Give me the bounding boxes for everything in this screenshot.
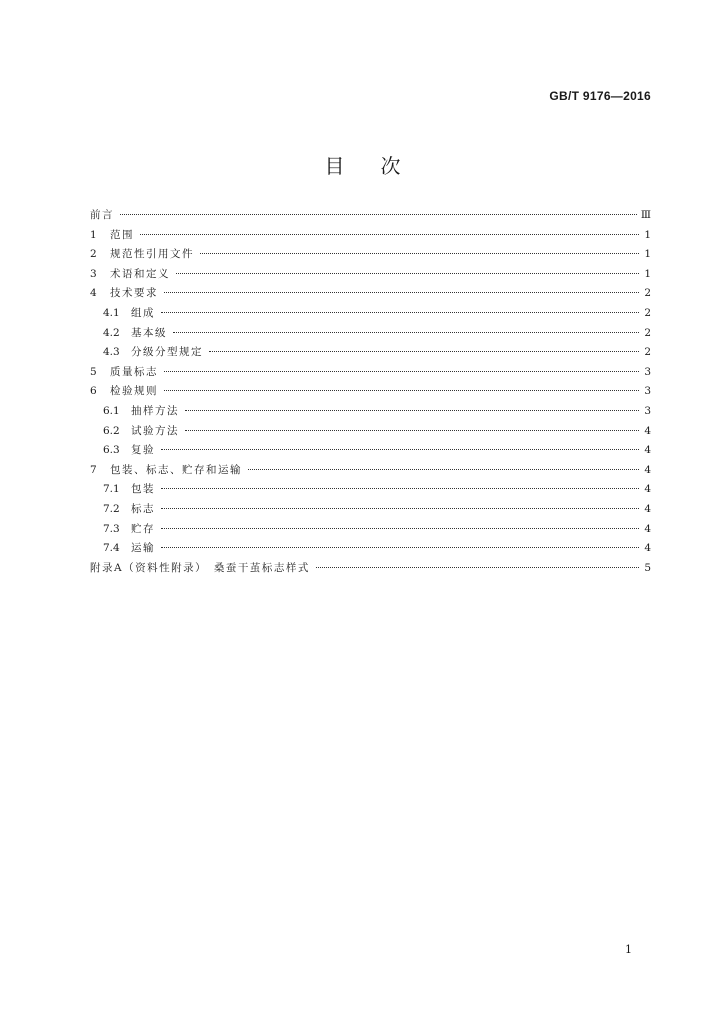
dot-leader (161, 528, 639, 529)
standard-code: GB/T 9176—2016 (549, 89, 651, 103)
toc-entry-number: 1 (90, 228, 97, 241)
toc-entry-6-1[interactable] (90, 403, 651, 423)
dot-leader (248, 469, 639, 470)
toc-entry-label: 贮存 (131, 522, 155, 535)
toc-entry-7-3[interactable] (90, 521, 651, 541)
toc-entry-label: 抽样方法 (131, 404, 179, 417)
toc-entry-4-1[interactable] (90, 305, 651, 325)
dot-leader (164, 390, 639, 391)
toc-entry-page: 2 (644, 287, 651, 300)
toc-entry-number: 3 (90, 267, 97, 280)
toc-entry-page: 3 (644, 365, 651, 378)
dot-leader (161, 488, 639, 489)
toc-entry-page: 1 (644, 267, 651, 280)
toc-entry-label: 包装 (131, 483, 155, 496)
toc-entry-label: 基本级 (131, 326, 167, 339)
toc-entry-number: 6.1 (103, 404, 120, 417)
toc-entry-number: 4.3 (103, 346, 120, 359)
toc-entry-number: 6.2 (103, 424, 120, 437)
toc-entry-page: 4 (644, 502, 651, 515)
toc-entry-page: 2 (644, 306, 651, 319)
table-of-contents (90, 207, 651, 579)
page-title: 目次 (324, 154, 437, 178)
dot-leader (120, 214, 637, 215)
dot-leader (164, 371, 639, 372)
toc-entry-number: 4 (90, 287, 97, 300)
toc-entry-label: 运输 (131, 542, 155, 555)
toc-entry-2[interactable] (90, 246, 651, 266)
dot-leader (185, 410, 639, 411)
dot-leader (161, 449, 639, 450)
toc-entry-number: 7.2 (103, 502, 120, 515)
toc-entry-7-1[interactable] (90, 481, 651, 501)
toc-entry-page: 1 (644, 248, 651, 261)
dot-leader (161, 508, 639, 509)
toc-entry-6[interactable] (90, 383, 651, 403)
toc-entry-7-2[interactable] (90, 501, 651, 521)
toc-entry-4[interactable] (90, 285, 651, 305)
toc-entry-page: 4 (644, 463, 651, 476)
toc-entry-page: 4 (644, 483, 651, 496)
toc-entry-label: 包装、标志、贮存和运输 (110, 463, 242, 476)
toc-entry-label: 试验方法 (131, 424, 179, 437)
toc-entry-number: 4.2 (103, 326, 120, 339)
toc-entry-page: 4 (644, 542, 651, 555)
toc-entry-label: 前言 (90, 209, 114, 221)
toc-entry-number: 4.1 (103, 306, 120, 319)
toc-entry-number: 7.1 (103, 483, 120, 496)
toc-entry-4-3[interactable] (90, 344, 651, 364)
toc-entry-6-2[interactable] (90, 423, 651, 443)
toc-entry-label: 复验 (131, 444, 155, 457)
toc-entry-appendix-a[interactable] (90, 560, 651, 580)
toc-entry-label: 组成 (131, 306, 155, 319)
toc-entry-label: 附录A（资料性附录） 桑蚕干茧标志样式 (90, 561, 310, 574)
toc-entry-page: 2 (644, 346, 651, 359)
toc-entry-page: 1 (644, 228, 651, 241)
toc-entry-page: 4 (644, 424, 651, 437)
toc-entry-7[interactable] (90, 462, 651, 482)
toc-entry-number: 6 (90, 385, 97, 398)
dot-leader (164, 292, 639, 293)
dot-leader (161, 547, 639, 548)
dot-leader (173, 332, 639, 333)
toc-entry-label: 检验规则 (110, 385, 158, 398)
toc-entry-number: 7.4 (103, 542, 120, 555)
dot-leader (140, 234, 639, 235)
toc-entry-page: 5 (644, 561, 651, 574)
toc-entry-number: 7.3 (103, 522, 120, 535)
toc-entry-label: 分级分型规定 (131, 346, 203, 359)
toc-entry-label: 术语和定义 (110, 267, 170, 280)
toc-entry-label: 质量标志 (110, 365, 158, 378)
toc-entry-1[interactable] (90, 227, 651, 247)
dot-leader (176, 273, 639, 274)
toc-entry-label: 标志 (131, 502, 155, 515)
toc-entry-number: 6.3 (103, 444, 120, 457)
toc-entry-label: 范围 (110, 228, 134, 241)
dot-leader (185, 430, 639, 431)
toc-entry-foreword[interactable] (90, 207, 651, 227)
toc-entry-page: 3 (644, 404, 651, 417)
dot-leader (161, 312, 639, 313)
toc-entry-page: 2 (644, 326, 651, 339)
toc-entry-page: 4 (644, 444, 651, 457)
toc-entry-number: 2 (90, 248, 97, 261)
page-number: 1 (625, 943, 632, 956)
dot-leader (209, 351, 639, 352)
toc-entry-page: 4 (644, 522, 651, 535)
toc-entry-page: Ⅲ (640, 209, 651, 221)
toc-entry-number: 5 (90, 365, 97, 378)
toc-entry-number: 7 (90, 463, 97, 476)
toc-entry-label: 技术要求 (110, 287, 158, 300)
dot-leader (200, 253, 639, 254)
toc-entry-7-4[interactable] (90, 540, 651, 560)
toc-entry-3[interactable] (90, 266, 651, 286)
toc-entry-page: 3 (644, 385, 651, 398)
toc-entry-label: 规范性引用文件 (110, 248, 194, 261)
toc-entry-5[interactable] (90, 364, 651, 384)
toc-entry-6-3[interactable] (90, 442, 651, 462)
toc-entry-4-2[interactable] (90, 325, 651, 345)
dot-leader (316, 567, 639, 568)
